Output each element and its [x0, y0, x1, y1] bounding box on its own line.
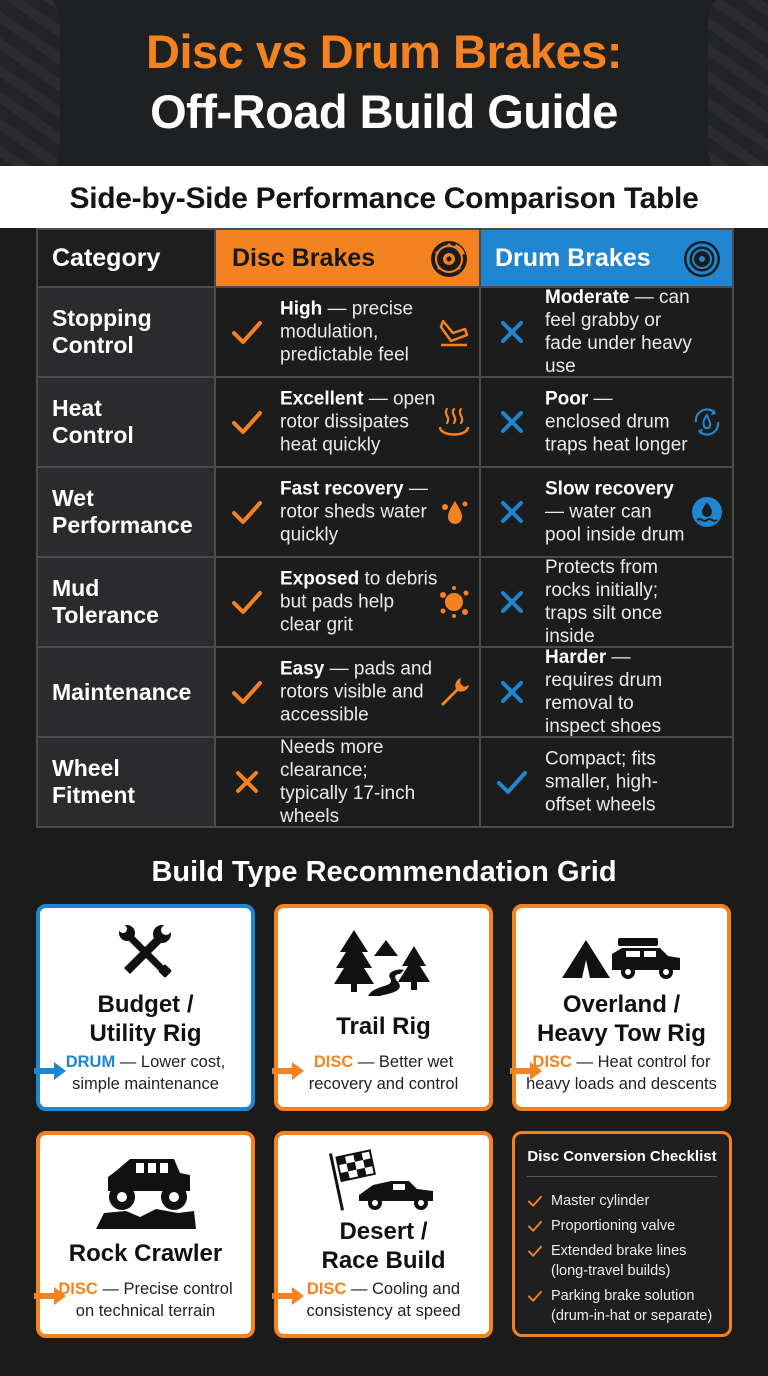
category-line2: Performance	[52, 512, 193, 538]
drum-cell	[480, 557, 733, 647]
cross-icon	[495, 585, 529, 619]
card-title-line1: Trail Rig	[336, 1013, 431, 1040]
category-line1: Maintenance	[52, 678, 192, 705]
tools-icon	[116, 922, 176, 982]
check-icon	[230, 585, 264, 619]
tent-vehicle-icon	[560, 932, 684, 982]
checklist-item-note: (drum-in-hat or separate)	[551, 1308, 713, 1324]
disc-rotor-icon	[429, 239, 469, 279]
recommendation-text: — Precise control	[97, 1280, 233, 1298]
rating-detail: Protects from rocks initially; traps silt once inside	[545, 557, 663, 647]
water-drops-icon	[437, 495, 471, 529]
card-title-line1: Rock Crawler	[68, 1240, 223, 1267]
row-category	[37, 647, 215, 737]
comparison-table	[36, 228, 734, 828]
rating-keyword: High	[280, 298, 323, 320]
rating-keyword: Poor	[545, 388, 589, 410]
checklist-item	[527, 1286, 723, 1326]
card-title-line2: Race Build	[321, 1247, 446, 1274]
rating-detail: Needs more clearance; typically 17-inch wheels	[280, 737, 416, 827]
recommendation-text-line2: consistency at speed	[306, 1302, 461, 1320]
check-icon	[527, 1193, 543, 1209]
table-row	[37, 467, 733, 557]
card-recommendation	[40, 1051, 251, 1095]
water-pool-icon	[690, 495, 724, 529]
checklist-title: Disc Conversion Checklist	[527, 1148, 717, 1165]
header-disc-label: Disc Brakes	[232, 243, 376, 272]
recommendation-keyword: DISC	[306, 1280, 347, 1298]
rating-keyword: Fast recovery	[280, 478, 404, 500]
section-title-bar	[0, 166, 768, 228]
check-icon	[527, 1288, 543, 1304]
recommendation-grid-title: Build Type Recommendation Grid	[151, 856, 617, 888]
check-icon	[527, 1243, 543, 1259]
check-icon	[230, 675, 264, 709]
drum-cell	[480, 647, 733, 737]
rating-detail: — water can pool inside drum	[545, 501, 685, 546]
cross-icon	[495, 405, 529, 439]
card-title-line1: Overland /	[562, 991, 681, 1018]
rating-keyword: Harder	[545, 647, 607, 668]
recommendation-text-line2: heavy loads and descents	[526, 1075, 717, 1093]
rating-detail: — precise modulation, predictable feel	[280, 298, 414, 366]
flame-cycle-icon	[690, 405, 724, 439]
disc-description	[280, 298, 439, 367]
rating-detail: — can feel grabby or fade under heavy use	[545, 287, 692, 377]
table-row	[37, 737, 733, 827]
rating-detail: — pads and rotors visible and accessible	[280, 658, 433, 726]
drum-description	[545, 748, 692, 817]
table-header-row	[37, 229, 733, 287]
checklist-item	[527, 1241, 723, 1281]
disc-cell	[215, 467, 480, 557]
drum-description	[545, 478, 692, 547]
drum-cell	[480, 737, 733, 827]
disc-cell	[215, 377, 480, 467]
disc-description	[280, 736, 439, 828]
header-banner	[0, 0, 768, 166]
drum-cell	[480, 377, 733, 467]
row-category	[37, 557, 215, 647]
drum-description	[545, 646, 692, 738]
rock-crawler-icon	[96, 1151, 196, 1231]
disc-description	[280, 388, 439, 457]
table-row	[37, 557, 733, 647]
category-line2: Fitment	[52, 782, 136, 808]
card-trail-rig	[274, 904, 493, 1111]
checklist-item-label: Proportioning valve	[551, 1218, 676, 1234]
race-flag-truck-icon	[329, 1149, 439, 1213]
wrench-icon	[437, 675, 471, 709]
rating-detail: — open rotor dissipates heat quickly	[280, 388, 436, 456]
trail-trees-icon	[334, 926, 434, 998]
drum-description	[545, 286, 692, 378]
checklist-items	[527, 1191, 723, 1331]
rating-keyword: Excellent	[280, 388, 364, 410]
disc-cell	[215, 737, 480, 827]
category-line1: Mud	[52, 575, 100, 601]
rating-detail: to debris but pads help clear grit	[280, 568, 438, 636]
cross-icon	[230, 765, 264, 799]
category-line1: Wheel	[52, 755, 120, 781]
recommendation-text: — Lower cost,	[115, 1053, 226, 1071]
card-rock-crawler	[36, 1131, 255, 1338]
checklist-item	[527, 1191, 723, 1211]
row-category	[37, 467, 215, 557]
check-icon	[527, 1218, 543, 1234]
pedal-icon	[437, 315, 471, 349]
card-desert-race-build	[274, 1131, 493, 1338]
card-title-line1: Budget /	[97, 991, 194, 1018]
table-row	[37, 287, 733, 377]
checklist-item-label: Master cylinder	[551, 1193, 650, 1209]
rating-keyword: Moderate	[545, 287, 630, 308]
card-title-line1: Desert /	[339, 1218, 428, 1245]
mud-splat-icon	[437, 585, 471, 619]
disc-conversion-checklist	[512, 1131, 732, 1337]
recommendation-keyword: DISC	[532, 1053, 572, 1071]
header-drum	[480, 229, 733, 287]
header-disc	[215, 229, 480, 287]
card-budget-utility-rig	[36, 904, 255, 1111]
checklist-item-note: (long-travel builds)	[551, 1263, 671, 1279]
drum-cell	[480, 287, 733, 377]
checklist-item-label: Parking brake solution	[551, 1288, 695, 1304]
rating-keyword: Exposed	[280, 568, 360, 590]
check-icon	[230, 495, 264, 529]
card-recommendation	[278, 1278, 489, 1322]
drum-description	[545, 388, 692, 457]
page-title-line1: Disc vs Drum Brakes:	[146, 25, 622, 78]
card-title-line2: Utility Rig	[89, 1020, 202, 1047]
checklist-item	[527, 1216, 723, 1236]
rating-keyword: Easy	[280, 658, 325, 680]
disc-description	[280, 658, 439, 727]
table-row	[37, 377, 733, 467]
page-title-line2: Off-Road Build Guide	[150, 85, 618, 138]
card-overland-heavy-tow-rig	[512, 904, 731, 1111]
drum-brake-icon	[682, 239, 722, 279]
category-line2: Tolerance	[52, 602, 159, 628]
card-title-line2: Heavy Tow Rig	[537, 1020, 706, 1047]
cross-icon	[495, 315, 529, 349]
recommendation-text: — Better wet	[353, 1053, 454, 1071]
check-icon	[495, 765, 529, 799]
row-category	[37, 737, 215, 827]
drum-cell	[480, 467, 733, 557]
disc-description	[280, 478, 439, 547]
card-recommendation	[516, 1051, 727, 1095]
disc-description	[280, 568, 439, 637]
rating-detail: — enclosed drum traps heat longer	[545, 388, 688, 456]
check-icon	[230, 315, 264, 349]
recommendation-text-line2: recovery and control	[308, 1075, 459, 1093]
divider	[527, 1176, 717, 1177]
checklist-item-label: Extended brake lines	[551, 1243, 687, 1259]
rating-detail: Compact; fits smaller, high-offset wheels	[545, 748, 658, 816]
disc-cell	[215, 287, 480, 377]
card-recommendation	[278, 1051, 489, 1095]
disc-cell	[215, 647, 480, 737]
header-drum-label: Drum Brakes	[495, 243, 651, 272]
recommendation-text-line2: simple maintenance	[72, 1075, 219, 1093]
category-line1: Wet	[52, 485, 94, 511]
check-icon	[230, 405, 264, 439]
rating-detail: — requires drum removal to inspect shoes	[545, 647, 663, 737]
cross-icon	[495, 495, 529, 529]
recommendation-text: — Heat control for	[571, 1053, 711, 1071]
comparison-table-title: Side-by-Side Performance Comparison Table	[69, 182, 699, 215]
header-category: Category	[37, 229, 215, 287]
cross-icon	[495, 675, 529, 709]
disc-cell	[215, 557, 480, 647]
category-line1: Stopping	[52, 305, 152, 331]
recommendation-keyword: DISC	[313, 1053, 354, 1071]
rating-detail: — rotor sheds water quickly	[280, 478, 428, 546]
rating-keyword: Slow recovery	[545, 478, 674, 500]
table-row	[37, 647, 733, 737]
drum-description	[545, 556, 692, 648]
category-line2: Control	[52, 422, 134, 448]
category-line2: Control	[52, 332, 134, 358]
category-line1: Heat	[52, 395, 102, 421]
card-recommendation	[40, 1278, 251, 1322]
recommendation-text: — Cooling and	[346, 1280, 461, 1298]
heat-waves-icon	[437, 405, 471, 439]
recommendation-keyword: DISC	[58, 1280, 98, 1298]
recommendation-keyword: DRUM	[65, 1053, 116, 1071]
row-category	[37, 377, 215, 467]
row-category	[37, 287, 215, 377]
recommendation-text-line2: on technical terrain	[75, 1302, 216, 1320]
